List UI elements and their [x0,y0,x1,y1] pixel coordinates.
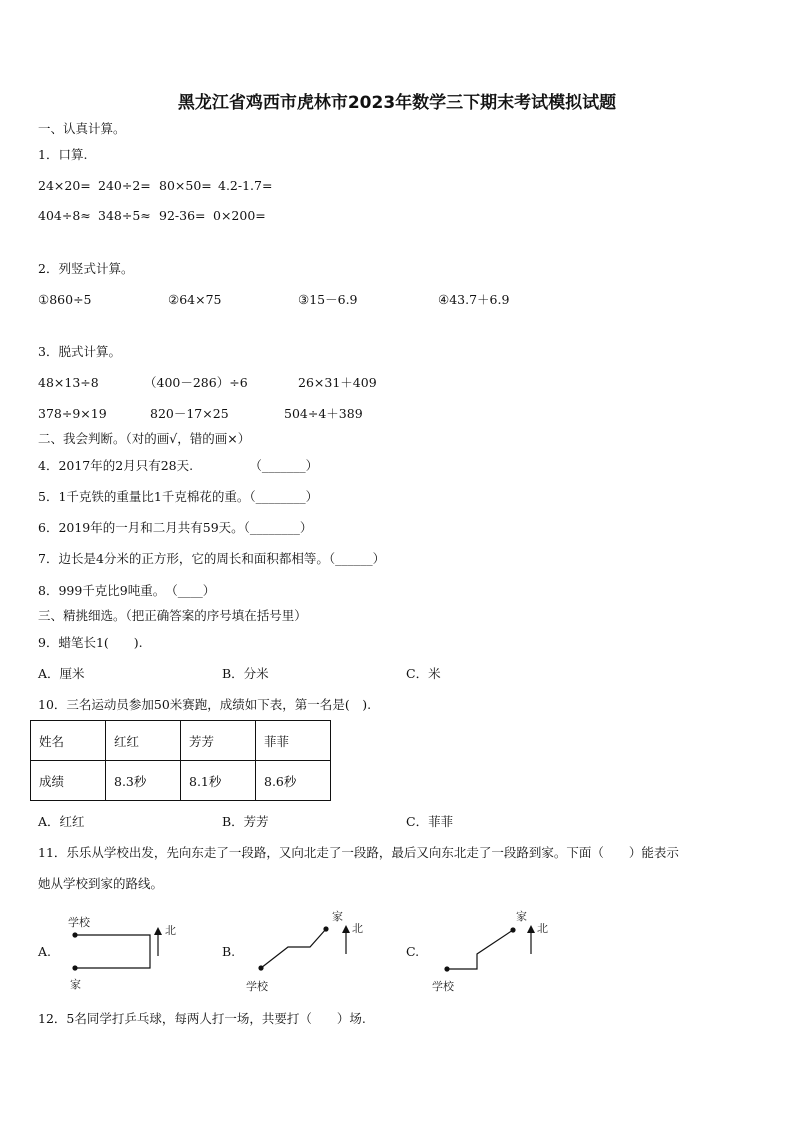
judge-question: 8．999千克比9吨重。 （____） [38,583,216,598]
route-path [75,935,150,968]
table-cell: 姓名 [31,721,106,761]
score-table [30,720,331,801]
q1-item: 92-36= [159,208,206,223]
school-label: 学校 [68,916,90,929]
q2-item: ③15－6.9 [298,292,358,307]
north-label: 北 [165,924,176,937]
home-label: 家 [332,910,343,923]
q9-option-c: C．米 [406,666,441,681]
q3-item: 820－17×25 [150,406,229,421]
school-label: 学校 [246,980,268,993]
q1-item: 240÷2= [98,178,151,193]
table-cell: 芳芳 [181,721,256,761]
route-diagram-a [62,912,192,992]
q3-item: （400－286）÷6 [144,375,248,390]
q2-item: ④43.7＋6.9 [438,292,510,307]
route-path [261,929,326,968]
q1-item: 24×20= [38,178,91,193]
q10-text: 10．三名运动员参加50米赛跑，成绩如下表，第一名是( ). [38,697,372,712]
section3-heading: 三、精挑细选。（把正确答案的序号填在括号里） [38,608,307,623]
north-label: 北 [352,922,363,935]
q2-label: 2．列竖式计算。 [38,261,134,276]
home-label: 家 [516,910,527,923]
table-cell: 8.6秒 [256,761,331,801]
judge-question: 5．1千克铁的重量比1千克棉花的重。（________） [38,489,319,504]
q10-option-c: C．菲菲 [406,814,454,829]
table-cell: 成绩 [31,761,106,801]
q9-text: 9．蜡笔长1( ). [38,635,143,650]
judge-question: 6．2019年的一月和二月共有59天。（________） [38,520,313,535]
q1-item: 4.2-1.7= [218,178,273,193]
north-arrowhead-icon [154,927,162,935]
q1-item: 80×50= [159,178,212,193]
q2-item: ②64×75 [168,292,222,307]
section1-heading: 一、认真计算。 [38,121,126,136]
q11-option-b-label: B. [222,944,236,959]
q9-option-b: B．分米 [222,666,269,681]
q9-option-a: A．厘米 [38,666,85,681]
route-path [447,930,513,969]
judge-question: 4．2017年的2月只有28天. （_______） [38,458,319,473]
q3-item: 378÷9×19 [38,406,107,421]
north-label: 北 [537,922,548,935]
judge-question: 7．边长是4分米的正方形，它的周长和面积都相等。（______） [38,551,386,566]
table-row [31,721,331,761]
q3-item: 504÷4＋389 [284,406,363,421]
page-title: 黑龙江省鸡西市虎林市2023年数学三下期末考试模拟试题 [177,93,617,113]
q1-item: 404÷8≈ [38,208,91,223]
north-arrowhead-icon [527,925,535,933]
q11-text-line1: 11．乐乐从学校出发，先向东走了一段路，又向北走了一段路，最后又向东北走了一段路到家。下面（ ）能表示 [38,845,679,860]
q1-item: 348÷5≈ [98,208,151,223]
north-arrowhead-icon [342,925,350,933]
q10-option-a: A．红红 [38,814,85,829]
table-cell: 8.1秒 [181,761,256,801]
section2-heading: 二、我会判断。（对的画√，错的画×） [38,431,251,446]
q3-item: 48×13÷8 [38,375,99,390]
q11-text-line2: 她从学校到家的路线。 [38,876,164,891]
q2-item: ①860÷5 [38,292,92,307]
q11-option-c-label: C. [406,944,420,959]
q3-item: 26×31＋409 [298,375,377,390]
q1-item: 0×200= [213,208,266,223]
route-diagram-c [430,906,560,996]
q3-label: 3．脱式计算。 [38,344,121,359]
school-label: 学校 [432,980,454,993]
route-diagram-b [244,906,374,996]
q11-option-a-label: A. [38,944,52,959]
table-cell: 红红 [106,721,181,761]
table-cell: 8.3秒 [106,761,181,801]
q10-option-b: B．芳芳 [222,814,269,829]
home-label: 家 [70,978,81,991]
q12-text: 12．5名同学打乒乓球，每两人打一场，共要打（ ）场. [38,1011,366,1026]
q1-label: 1．口算. [38,147,88,162]
table-cell: 菲菲 [256,721,331,761]
table-row [31,761,331,801]
